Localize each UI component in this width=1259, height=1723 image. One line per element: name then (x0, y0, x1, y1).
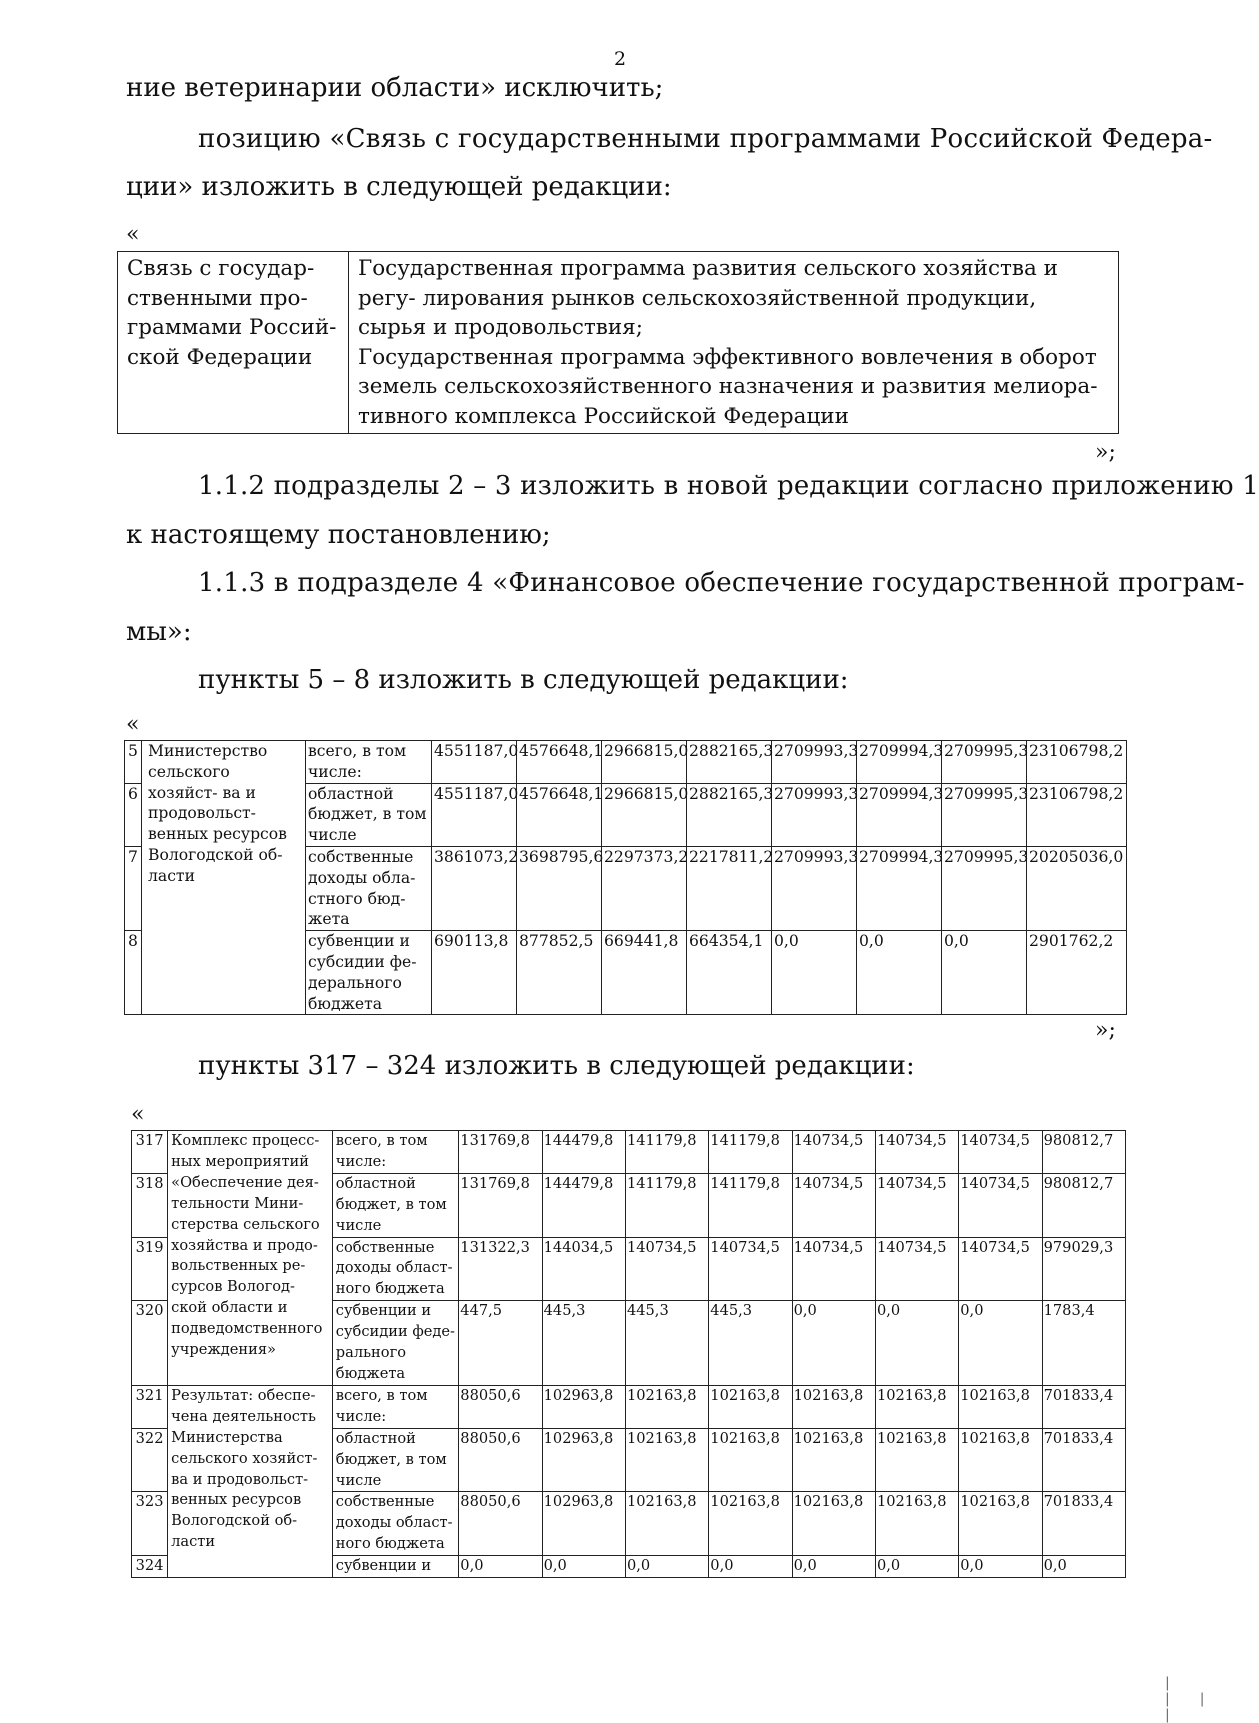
paragraph-line: пункты 317 – 324 изложить в следующей редакции: (198, 1051, 915, 1081)
value-cell: 2709995,3 (942, 741, 1027, 784)
value-cell: 141179,8 (709, 1173, 792, 1237)
paragraph-line: ние ветеринарии области» исключить; (126, 73, 664, 103)
value-cell: 2966815,0 (602, 783, 687, 846)
responsible-entity: Комплекс процесс- ных мероприятий «Обеспечение дея- тельности Мини- стерства сельского хозяйства и продо- вольственных ре- сурсов Вологод- ской области и подведомственного учреждения» (168, 1131, 333, 1386)
value-cell: 0,0 (857, 931, 942, 1015)
value-cell: 140734,5 (792, 1173, 875, 1237)
value-cell: 140734,5 (875, 1131, 958, 1174)
programs-table (117, 251, 1119, 434)
value-cell: 2709993,3 (772, 741, 857, 784)
value-cell: 2709995,3 (942, 846, 1027, 930)
value-cell: 0,0 (772, 931, 857, 1015)
value-cell: 140734,5 (792, 1131, 875, 1174)
value-cell: 88050,6 (459, 1385, 542, 1428)
value-cell: 2882165,3 (687, 741, 772, 784)
value-cell: 669441,8 (602, 931, 687, 1015)
value-cell: 102163,8 (709, 1428, 792, 1492)
value-cell: 2966815,0 (602, 741, 687, 784)
funding-source: всего, в том числе: (332, 1385, 459, 1428)
value-cell: 0,0 (459, 1556, 542, 1578)
value-cell: 140734,5 (959, 1173, 1042, 1237)
value-cell: 2709994,3 (857, 783, 942, 846)
value-cell: 88050,6 (459, 1428, 542, 1492)
paragraph-line: позицию «Связь с государственными программами Российской Федера- (198, 124, 1213, 154)
value-cell: 140734,5 (959, 1237, 1042, 1301)
finance-table-items-5-8 (124, 740, 1127, 1015)
value-cell: 445,3 (542, 1301, 625, 1386)
value-cell: 2709993,3 (772, 783, 857, 846)
value-cell: 131322,3 (459, 1237, 542, 1301)
value-cell: 445,3 (709, 1301, 792, 1386)
value-cell: 701833,4 (1042, 1385, 1125, 1428)
row-number: 320 (132, 1301, 168, 1386)
funding-source: субвенции и субсидии фе- дерального бюджета (306, 931, 432, 1015)
value-cell: 0,0 (542, 1556, 625, 1578)
close-quote: »; (1095, 1018, 1116, 1043)
value-cell: 3861073,2 (432, 846, 517, 930)
value-cell: 140734,5 (709, 1237, 792, 1301)
page-number: 2 (613, 48, 627, 70)
program-item: Государственная программа эффективного вовлечения в оборот земель сельскохозяйственного назначения и развития мелиора- тивного комплекса Российской Федерации (358, 344, 1098, 429)
value-cell: 4576648,1 (517, 741, 602, 784)
row-number: 323 (132, 1492, 168, 1556)
table-row (132, 1131, 1126, 1174)
funding-source: областной бюджет, в том числе (332, 1428, 459, 1492)
row-number: 321 (132, 1385, 168, 1428)
value-cell: 0,0 (625, 1556, 708, 1578)
value-cell: 141179,8 (625, 1131, 708, 1174)
paragraph-line: к настоящему постановлению; (126, 520, 551, 550)
value-cell: 701833,4 (1042, 1492, 1125, 1556)
value-cell: 102963,8 (542, 1492, 625, 1556)
row-number: 324 (132, 1556, 168, 1578)
value-cell: 144479,8 (542, 1131, 625, 1174)
value-cell: 144479,8 (542, 1173, 625, 1237)
value-cell: 140734,5 (792, 1237, 875, 1301)
funding-source: собственные доходы обла- стного бюд- жета (306, 846, 432, 930)
value-cell: 141179,8 (625, 1173, 708, 1237)
value-cell: 0,0 (875, 1556, 958, 1578)
responsible-entity: Министерство сельского хозяйст- ва и продовольст- венных ресурсов Вологодской об- ласти (142, 741, 306, 1015)
value-cell: 2297373,2 (602, 846, 687, 930)
responsible-entity: Результат: обеспе- чена деятельность Министерства сельского хозяйст- ва и продовольст- венных ресурсов Вологодской об- ласти (168, 1385, 333, 1577)
value-cell: 88050,6 (459, 1492, 542, 1556)
value-cell: 701833,4 (1042, 1428, 1125, 1492)
value-cell: 102163,8 (959, 1428, 1042, 1492)
value-cell: 4576648,1 (517, 783, 602, 846)
value-cell: 131769,8 (459, 1131, 542, 1174)
value-cell: 102163,8 (959, 1385, 1042, 1428)
close-quote: »; (1095, 440, 1116, 465)
row-number: 8 (125, 931, 142, 1015)
value-cell: 2709994,3 (857, 846, 942, 930)
value-cell: 0,0 (959, 1556, 1042, 1578)
paragraph-line: ции» изложить в следующей редакции: (126, 172, 672, 202)
value-cell: 2901762,2 (1027, 931, 1127, 1015)
value-cell: 102163,8 (625, 1385, 708, 1428)
value-cell: 102163,8 (625, 1492, 708, 1556)
funding-source: областной бюджет, в том числе (332, 1173, 459, 1237)
value-cell: 102163,8 (875, 1492, 958, 1556)
value-cell: 980812,7 (1042, 1173, 1125, 1237)
funding-source: собственные доходы област- ного бюджета (332, 1492, 459, 1556)
value-cell: 102163,8 (792, 1428, 875, 1492)
value-cell: 140734,5 (959, 1131, 1042, 1174)
value-cell: 0,0 (709, 1556, 792, 1578)
open-quote: « (131, 1102, 145, 1127)
funding-source: собственные доходы област- ного бюджета (332, 1237, 459, 1301)
value-cell: 140734,5 (625, 1237, 708, 1301)
value-cell: 0,0 (942, 931, 1027, 1015)
value-cell: 1783,4 (1042, 1301, 1125, 1386)
value-cell: 0,0 (959, 1301, 1042, 1386)
value-cell: 447,5 (459, 1301, 542, 1386)
table-row (132, 1385, 1126, 1428)
value-cell: 2709993,3 (772, 846, 857, 930)
value-cell: 3698795,6 (517, 846, 602, 930)
funding-source: всего, в том числе: (306, 741, 432, 784)
value-cell: 102963,8 (542, 1385, 625, 1428)
value-cell: 102163,8 (709, 1385, 792, 1428)
program-item: Государственная программа развития сельского хозяйства и регу- лирования рынков сельскохозяйственной продукции, сырья и продовольствия; (358, 256, 1058, 340)
value-cell: 2709994,3 (857, 741, 942, 784)
value-cell: 4551187,0 (432, 783, 517, 846)
row-number: 7 (125, 846, 142, 930)
value-cell: 2882165,3 (687, 783, 772, 846)
row-number: 5 (125, 741, 142, 784)
row-number: 322 (132, 1428, 168, 1492)
paragraph-line: мы»: (126, 617, 192, 647)
value-cell: 23106798,2 (1027, 783, 1127, 846)
value-cell: 102163,8 (792, 1385, 875, 1428)
value-cell: 102163,8 (709, 1492, 792, 1556)
value-cell: 144034,5 (542, 1237, 625, 1301)
row-number: 6 (125, 783, 142, 846)
edge-marks: | || | (1165, 1675, 1235, 1723)
row-number: 318 (132, 1173, 168, 1237)
value-cell: 102163,8 (959, 1492, 1042, 1556)
row-number: 319 (132, 1237, 168, 1301)
row-number: 317 (132, 1131, 168, 1174)
value-cell: 0,0 (875, 1301, 958, 1386)
finance-table-items-317-324 (131, 1130, 1126, 1578)
value-cell: 979029,3 (1042, 1237, 1125, 1301)
value-cell: 102163,8 (792, 1492, 875, 1556)
value-cell: 0,0 (792, 1301, 875, 1386)
value-cell: 102163,8 (625, 1428, 708, 1492)
value-cell: 131769,8 (459, 1173, 542, 1237)
funding-source: областной бюджет, в том числе (306, 783, 432, 846)
value-cell: 20205036,0 (1027, 846, 1127, 930)
value-cell: 690113,8 (432, 931, 517, 1015)
paragraph-line: пункты 5 – 8 изложить в следующей редакции: (198, 665, 849, 695)
value-cell: 102963,8 (542, 1428, 625, 1492)
value-cell: 141179,8 (709, 1131, 792, 1174)
value-cell: 0,0 (1042, 1556, 1125, 1578)
programs-table-content (349, 252, 1119, 434)
value-cell: 4551187,0 (432, 741, 517, 784)
value-cell: 877852,5 (517, 931, 602, 1015)
paragraph-line: 1.1.2 подразделы 2 – 3 изложить в новой редакции согласно приложению 1 (198, 471, 1259, 501)
value-cell: 980812,7 (1042, 1131, 1125, 1174)
value-cell: 664354,1 (687, 931, 772, 1015)
funding-source: всего, в том числе: (332, 1131, 459, 1174)
value-cell: 140734,5 (875, 1173, 958, 1237)
value-cell: 102163,8 (875, 1385, 958, 1428)
value-cell: 23106798,2 (1027, 741, 1127, 784)
paragraph-line: 1.1.3 в подразделе 4 «Финансовое обеспечение государственной програм- (198, 568, 1245, 598)
value-cell: 2709995,3 (942, 783, 1027, 846)
funding-source: субвенции и (332, 1556, 459, 1578)
table-row (125, 741, 1127, 784)
open-quote: « (126, 222, 140, 247)
value-cell: 140734,5 (875, 1237, 958, 1301)
open-quote: « (126, 712, 140, 737)
funding-source: субвенции и субсидии феде- рального бюджета (332, 1301, 459, 1386)
value-cell: 2217811,2 (687, 846, 772, 930)
value-cell: 0,0 (792, 1556, 875, 1578)
value-cell: 445,3 (625, 1301, 708, 1386)
value-cell: 102163,8 (875, 1428, 958, 1492)
programs-table-label: Связь с государ- ственными про- граммами Россий- ской Федерации (118, 252, 349, 434)
